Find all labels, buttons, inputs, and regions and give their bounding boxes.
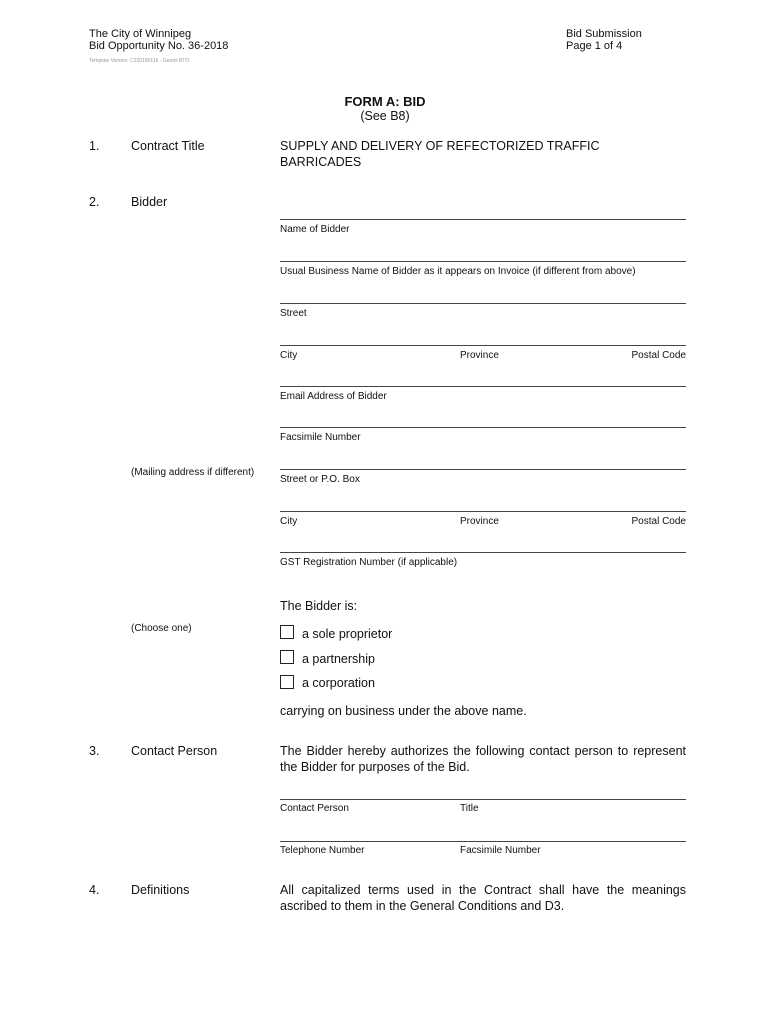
province-caption: Province — [460, 350, 499, 361]
fax-caption: Facsimile Number — [280, 432, 361, 443]
form-subtitle: (See B8) — [360, 109, 410, 123]
sole-proprietor-checkbox[interactable] — [280, 625, 294, 639]
city-name: The City of Winnipeg — [89, 28, 192, 40]
sole-proprietor-label: a sole proprietor — [302, 627, 393, 641]
form-title: FORM A: BID — [344, 94, 426, 109]
mailing-city-caption: City — [280, 516, 298, 527]
contact-person-authorization-text: The Bidder hereby authorizes the following contact person to represent the Bidder for purposes of the Bid. — [280, 744, 686, 774]
mailing-city-province-postal-line[interactable] — [280, 511, 686, 512]
partnership-checkbox[interactable] — [280, 650, 294, 664]
template-version: Template Version: C220180115 - Goods BTO — [89, 58, 190, 64]
corporation-checkbox[interactable] — [280, 675, 294, 689]
mailing-address-label: (Mailing address if different) — [131, 467, 255, 478]
postal-code-caption: Postal Code — [631, 350, 686, 361]
title-caption: Title — [460, 803, 479, 814]
bidder-is-label: The Bidder is: — [280, 599, 358, 613]
gst-caption: GST Registration Number (if applicable) — [280, 557, 458, 568]
name-of-bidder-caption: Name of Bidder — [280, 224, 350, 235]
section-4-label: Definitions — [131, 883, 190, 897]
section-1-number: 1. — [89, 139, 100, 153]
email-caption: Email Address of Bidder — [280, 391, 387, 402]
section-4-number: 4. — [89, 883, 100, 897]
carrying-on-business-text: carrying on business under the above name. — [280, 704, 527, 718]
definitions-text: All capitalized terms used in the Contract shall have the meanings ascribed to them in the General Conditions and D3. — [280, 883, 686, 913]
fax-line[interactable] — [280, 427, 686, 428]
email-line[interactable] — [280, 386, 686, 387]
city-caption: City — [280, 350, 298, 361]
name-of-bidder-line[interactable] — [280, 219, 686, 220]
po-box-line[interactable] — [280, 469, 686, 470]
corporation-label: a corporation — [302, 676, 375, 690]
mailing-province-caption: Province — [460, 516, 499, 527]
mailing-postal-code-caption: Postal Code — [631, 516, 686, 527]
contract-title-line2: BARRICADES — [280, 155, 362, 169]
contact-person-caption: Contact Person — [280, 803, 349, 814]
city-province-postal-line[interactable] — [280, 345, 686, 346]
street-line[interactable] — [280, 303, 686, 304]
po-box-caption: Street or P.O. Box — [280, 474, 360, 485]
section-2-label: Bidder — [131, 195, 168, 209]
telephone-fax-line[interactable] — [280, 841, 686, 842]
usual-business-name-line[interactable] — [280, 261, 686, 262]
street-caption: Street — [280, 308, 307, 319]
choose-one-label: (Choose one) — [131, 623, 192, 634]
gst-line[interactable] — [280, 552, 686, 553]
contact-person-title-line[interactable] — [280, 799, 686, 800]
section-1-label: Contract Title — [131, 139, 205, 153]
page-number: Page 1 of 4 — [566, 40, 623, 52]
contact-fax-caption: Facsimile Number — [460, 845, 541, 856]
contract-title-line1: SUPPLY AND DELIVERY OF REFECTORIZED TRAFFIC — [280, 139, 600, 153]
section-3-label: Contact Person — [131, 744, 218, 758]
telephone-caption: Telephone Number — [280, 845, 365, 856]
bid-opportunity-number: Bid Opportunity No. 36-2018 — [89, 40, 229, 52]
bid-submission-label: Bid Submission — [566, 28, 642, 40]
usual-business-name-caption: Usual Business Name of Bidder as it appears on Invoice (if different from above) — [280, 266, 636, 277]
section-2-number: 2. — [89, 195, 100, 209]
section-3-number: 3. — [89, 744, 100, 758]
partnership-label: a partnership — [302, 652, 375, 666]
